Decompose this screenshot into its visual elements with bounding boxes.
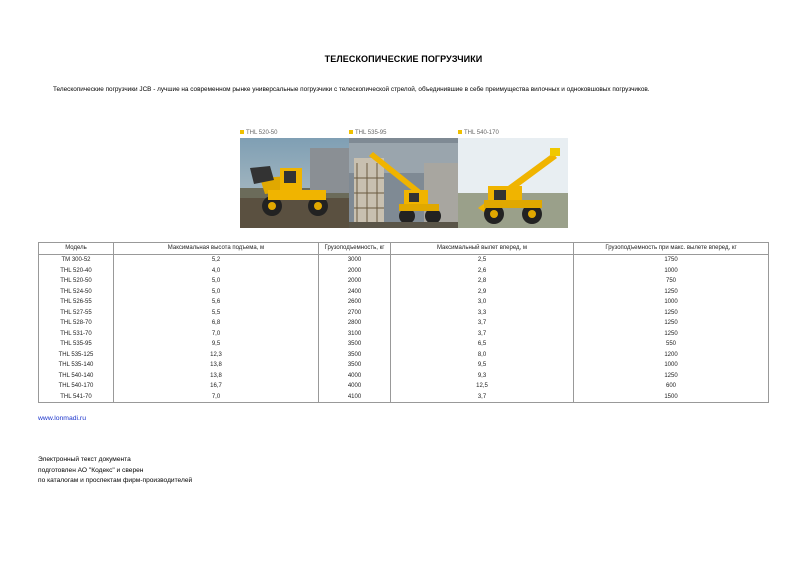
cell-model: THL 528-70	[39, 318, 114, 329]
cell-max-reach: 3,0	[391, 297, 574, 308]
photo-strip	[240, 128, 568, 228]
cell-model: THL 520-40	[39, 266, 114, 277]
cell-max-reach: 2,8	[391, 276, 574, 287]
photo-thl-520-50	[240, 128, 350, 228]
column-header-max-height: Максимальная высота подъема, м	[114, 243, 319, 255]
bullet-icon	[458, 130, 462, 134]
cell-capacity: 3500	[319, 360, 391, 371]
cell-model: THL 541-70	[39, 392, 114, 403]
photo-thl-535-95	[349, 128, 459, 228]
table-row	[39, 308, 769, 319]
cell-capacity-at-reach: 600	[574, 381, 769, 392]
cell-capacity-at-reach: 1250	[574, 287, 769, 298]
website-link[interactable]: www.lonmadi.ru	[38, 415, 86, 422]
cell-max-height: 5,5	[114, 308, 319, 319]
cell-capacity: 2800	[319, 318, 391, 329]
cell-max-height: 5,0	[114, 276, 319, 287]
cell-model: THL 540-140	[39, 371, 114, 382]
table-row	[39, 339, 769, 350]
cell-capacity-at-reach: 550	[574, 339, 769, 350]
cell-max-reach: 2,5	[391, 255, 574, 266]
cell-model: ТМ 300-52	[39, 255, 114, 266]
cell-max-reach: 3,7	[391, 329, 574, 340]
cell-capacity-at-reach: 1250	[574, 371, 769, 382]
column-header-capacity: Грузоподъемность, кг	[319, 243, 391, 255]
cell-max-reach: 2,9	[391, 287, 574, 298]
cell-capacity-at-reach: 1500	[574, 392, 769, 403]
cell-max-height: 5,2	[114, 255, 319, 266]
cell-capacity-at-reach: 1000	[574, 297, 769, 308]
cell-model: THL 526-55	[39, 297, 114, 308]
table-row	[39, 266, 769, 277]
photo-thl-540-170	[458, 128, 568, 228]
table-row	[39, 392, 769, 403]
table-row	[39, 350, 769, 361]
page-title: ТЕЛЕСКОПИЧЕСКИЕ ПОГРУЗЧИКИ	[324, 54, 483, 64]
table-header-row	[39, 243, 769, 255]
cell-capacity: 4000	[319, 381, 391, 392]
cell-capacity: 3000	[319, 255, 391, 266]
specs-table	[38, 242, 769, 403]
cell-max-reach: 3,7	[391, 318, 574, 329]
cell-capacity: 2700	[319, 308, 391, 319]
bullet-icon	[240, 130, 244, 134]
cell-max-height: 12,3	[114, 350, 319, 361]
cell-model: THL 535-125	[39, 350, 114, 361]
cell-capacity-at-reach: 750	[574, 276, 769, 287]
column-header-model: Модель	[39, 243, 114, 255]
cell-max-height: 4,0	[114, 266, 319, 277]
cell-max-height: 5,6	[114, 297, 319, 308]
table-row	[39, 381, 769, 392]
cell-model: THL 535-140	[39, 360, 114, 371]
cell-max-height: 13,8	[114, 360, 319, 371]
cell-max-height: 5,0	[114, 287, 319, 298]
cell-max-height: 7,0	[114, 329, 319, 340]
cell-capacity: 3100	[319, 329, 391, 340]
cell-model: THL 540-170	[39, 381, 114, 392]
cell-capacity: 3500	[319, 339, 391, 350]
footer-line: по каталогам и проспектам фирм-производителей	[38, 477, 193, 484]
table-row	[39, 297, 769, 308]
cell-capacity-at-reach: 1250	[574, 329, 769, 340]
cell-model: THL 520-50	[39, 276, 114, 287]
cell-capacity-at-reach: 1200	[574, 350, 769, 361]
cell-max-reach: 3,3	[391, 308, 574, 319]
cell-capacity-at-reach: 1000	[574, 266, 769, 277]
cell-capacity: 3500	[319, 350, 391, 361]
loader-photo-image	[349, 138, 459, 228]
cell-max-reach: 6,5	[391, 339, 574, 350]
column-header-capacity-at-reach: Грузоподъемность при макс. вылете вперед, кг	[574, 243, 769, 255]
cell-max-reach: 8,0	[391, 350, 574, 361]
loader-photo-image	[240, 138, 350, 228]
cell-capacity: 2000	[319, 266, 391, 277]
cell-capacity-at-reach: 1250	[574, 318, 769, 329]
cell-max-height: 9,5	[114, 339, 319, 350]
table-row	[39, 255, 769, 266]
cell-capacity-at-reach: 1000	[574, 360, 769, 371]
cell-max-reach: 2,6	[391, 266, 574, 277]
cell-max-reach: 9,5	[391, 360, 574, 371]
cell-capacity-at-reach: 1750	[574, 255, 769, 266]
cell-max-reach: 12,5	[391, 381, 574, 392]
table-row	[39, 329, 769, 340]
cell-model: THL 535-95	[39, 339, 114, 350]
cell-model: THL 524-50	[39, 287, 114, 298]
photo-caption: THL 535-95	[355, 130, 387, 136]
cell-model: THL 527-55	[39, 308, 114, 319]
cell-model: THL 531-70	[39, 329, 114, 340]
cell-capacity: 2000	[319, 276, 391, 287]
footer-note	[38, 455, 192, 487]
table-row	[39, 371, 769, 382]
bullet-icon	[349, 130, 353, 134]
photo-caption: THL 540-170	[464, 130, 499, 136]
cell-capacity-at-reach: 1250	[574, 308, 769, 319]
table-row	[39, 276, 769, 287]
column-header-max-reach: Максимальный вылет вперед, м	[391, 243, 574, 255]
cell-max-reach: 3,7	[391, 392, 574, 403]
footer-line: Электронный текст документа	[38, 456, 131, 463]
cell-max-height: 7,0	[114, 392, 319, 403]
cell-max-height: 16,7	[114, 381, 319, 392]
cell-capacity: 2400	[319, 287, 391, 298]
intro-paragraph: Телескопические погрузчики JCB - лучшие на современном рынке универсальные погрузчики с телескопической стрелой, объединившие в себе преимущества вилочных и одноковшовых погрузчиков.	[53, 86, 650, 93]
cell-max-reach: 9,3	[391, 371, 574, 382]
cell-capacity: 2600	[319, 297, 391, 308]
photo-caption: THL 520-50	[246, 130, 278, 136]
cell-capacity: 4100	[319, 392, 391, 403]
cell-max-height: 13,8	[114, 371, 319, 382]
table-row	[39, 360, 769, 371]
cell-capacity: 4000	[319, 371, 391, 382]
table-row	[39, 287, 769, 298]
cell-max-height: 6,8	[114, 318, 319, 329]
loader-photo-image	[458, 138, 568, 228]
table-row	[39, 318, 769, 329]
footer-line: подготовлен АО "Кодекс" и сверен	[38, 466, 144, 474]
